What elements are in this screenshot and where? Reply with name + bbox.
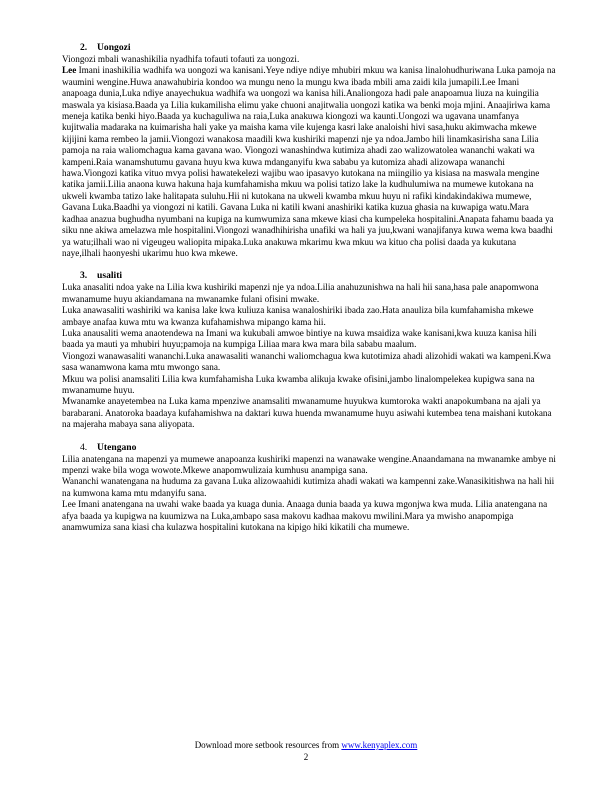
section-number: 3. [80,270,88,282]
lead-word: Lee [62,65,77,76]
page-number: 2 [303,752,309,762]
section-number: 2. [80,42,88,53]
section-heading-uongozi [80,42,556,54]
paragraph [62,65,556,259]
paragraph: Luka anasaliti ndoa yake na Lilia kwa kushiriki mapenzi nje ya ndoa.Lilia anahuzunishwa na hali hii sana,hasa pale anapomwona mwanamume huyu akiandamana na mwanamke fulani ofisini mwake. [62,282,539,304]
paragraph: Mkuu wa polisi anamsaliti Lilia kwa kumfahamisha Luka kwamba alikuja kwake ofisini,jambo linalompelekea kupigwa sana na mwanamume huyu. [62,373,535,395]
paragraph: Viongozi mbali wanashikilia nyadhifa tofauti tofauti za uongozi. [62,54,300,64]
footer-text: Download more setbook resources from [194,740,342,750]
paragraph: Lilia anatengana na mapenzi ya mumewe anapoanza kushiriki mapenzi na wanawake wengine.Anaandamana na mwanamke ambye ni mpenzi wake bila woga wowote.Mkewe anapomwulizaia kumhusu anampiga sana. [62,453,556,475]
section-title: Utengano [97,441,137,453]
section-title: Uongozi [97,42,131,53]
section-heading-usaliti [80,270,556,282]
paragraph: Luka anausaliti wema anaotendewa na Imani wa kukubali amwoe bintiye na kuwa msaidiza wake kanisani,kwa kuuza kanisa hili baada ya mauti ya mhubiri huyu;pamoja na kumpiga Liliaa mara kwa mara bila sababu maalum. [62,327,537,350]
footer-link[interactable]: www.kenyaplex.com [341,740,418,750]
section-title: usaliti [97,270,123,282]
paragraph: Lee Imani anatengana na uwahi wake baada ya kuaga dunia. Anaaga dunia baada ya kuwa mgonjwa kwa muda. Lilia anatengana na afya baada ya kupigwa na kuumizwa na Luka,ambapo sasa makovu kadhaa makovu mwilini.Mara ya mwisho anapompiga anamwumiza sana kiasi cha kulazwa hospitalini kutokana na kipigo hiki kikatili cha mumewe. [62,499,548,533]
footer [0,740,612,751]
paragraph: Wananchi wanatengana na huduma za gavana Luka alizowaahidi kutimiza ahadi wakati wa kampenni zake.Wanasikitishwa na hali hii na kumwona kama mtu mdanyifu sana. [62,476,555,498]
paragraph: Luka anawasaliti washiriki wa kanisa lake kwa kuliuza kanisa wanaloshiriki ibada zao.Hata anauliza bila kumfahamisha mkewe ambaye anafaa kuwa mtu wa kwanza kufahamishwa mipango kama hii. [62,305,534,327]
section-heading-utengano [80,442,556,454]
paragraph-text: Imani inashikilia wadhifa wa uongozi wa kanisani.Yeye ndiye ndiye mhubiri mkuu wa kanisa linalohudhuriwana Luka pamoja na waumini wengine.Huwa anawahubiria kondoo wa mungu neno la mungu kwa ibada mbili ama zaidi kila jumapili.Lee Imani anapoaga dunia,Luka ndiye anayechukua wadhifa wa uongozi wa kanisa hili.Analiongoza hadi pale anapoamua liuza na kuingilia maswala ya kisiasa.Baada ya Lilia kukamilisha elimu yake chuoni anajitwalia uongozi katika wa benki moja mjini. Anaajiriwa kama meneja katika benki hiyo.Baada ya kuchaguliwa na raia,Luka anakuwa kiongozi wa kaunti.Uongozi wa ugavana unamfanya kujitwalia madaraka na kuimarisha hali yake ya maisha kama vile kujenga kasri lake analoishi hivi sasa,huku akimwacha mkewe kijijini kama rembeo la jamii.Viongozi wanakosa maadili kwa kushiriki mapenzi nje ya ndoa.Jambo hili linamkasirisha sana Lilia pamoja na raia waliomchagua kama gavana wao. Viongozi wanashindwa kutimiza ahadi zao walizowatolea wananchi wakati wa kampeni.Raia wanamshutumu gavana huyu kwa kuwa mdanganyifu kwa sababu ya kutomiza ahadi alizowapa wananchi hawa.Viongozi katika vituo mvya polisi hawatekelezi wajibu wao ipasavyo kutokana na miingilio ya kisiasa na maswala mengine katika jamii.Lilia anaona kuwa hakuna haja kumfahamisha mkuu wa polisi tatizo lake la kudhulumiwa na mumewe kutokana na ukweli kwamba tatizo lake halitapata suluhu.Hii ni kutokana na ukweli kwamba mkuu huyu ni rafiki kindakindakiwa mumewe, Gavana Luka.Baadhi ya viongozi ni katili. Gavana Luka ni katili kwani anashiriki katika kuzua ghasia na kuwapiga watu.Mara kadhaa anazua bughudha nyumbani na kupiga na kumwumiza sana mkewe kiasi cha kumpeleka hospitalini.Anapata fahamu baada ya siku nne akiwa amelazwa mle hospitalini.Viongozi wanadhihirisha unafiki wa hali ya juu,kwani wanajifanya kuwa wema kwa baadhi ya watu;ilhali wao ni vigeugeu waliopita mipaka.Luka anakuwa mkarimu kwa mkuu wa kituo cha polisi daada ya kukutana naye,ilhali haonyeshi ukarimu huo kwa mkewe. [62,65,556,258]
section-number: 4. [80,441,88,453]
paragraph: Mwanamke anayetembea na Luka kama mpenziwe anamsaliti mwanamume huyukwa kumtoroka wakti anapokumbana na ajali ya barabarani. Anatoroka baadaya kufahamishwa na daktari kuwa huenda mwanamume huyu asiwahi kutembea tena maishani kutokana na majeraha mabaya sana aliyopata. [62,396,552,430]
paragraph: Viongozi wanawasaliti wananchi.Luka anawasaliti wananchi waliomchagua kwa kutotimiza ahadi alizohidi wakati wa kampeni.Kwa sasa wanamwona kama mtu mwongo sana. [62,350,551,373]
document-page [62,42,556,533]
